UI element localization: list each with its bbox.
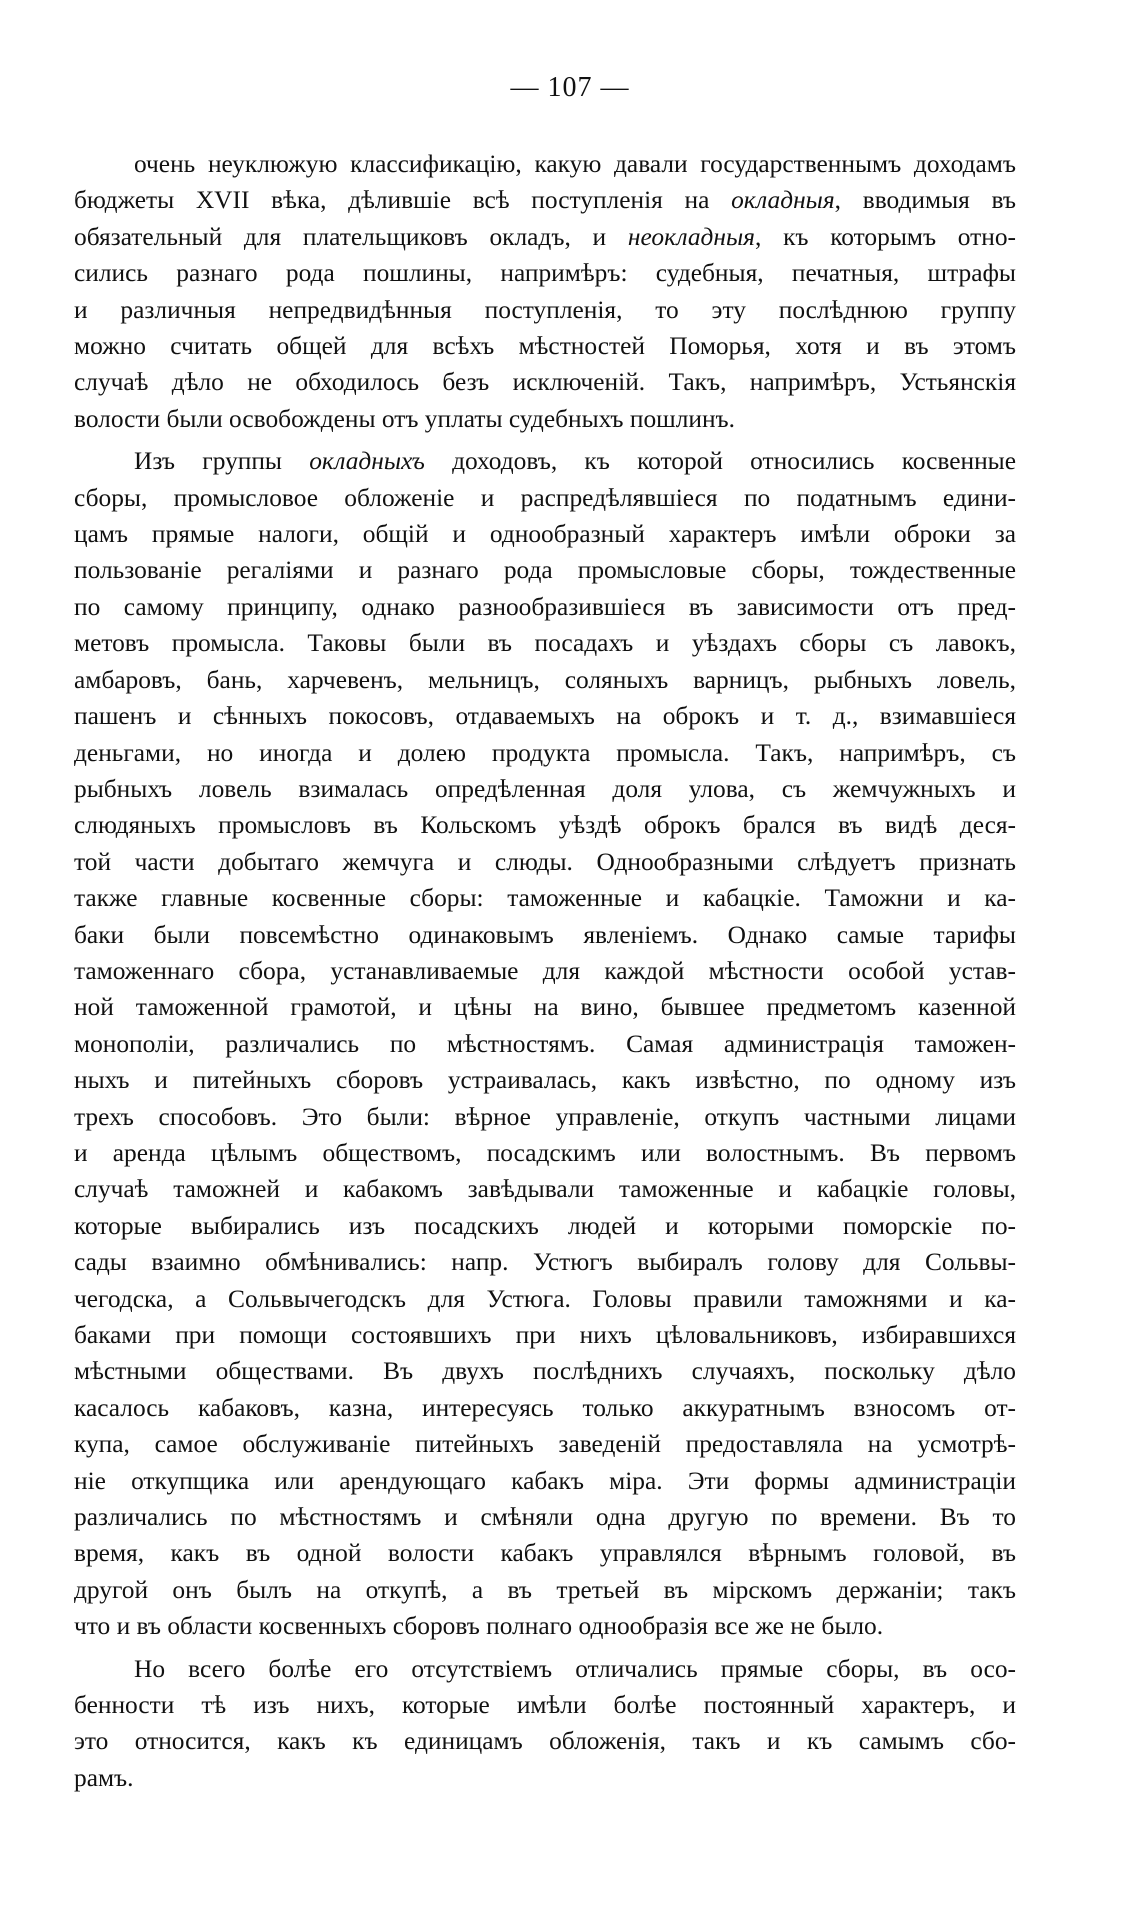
text-line: другой онъ былъ на откупѣ, а въ третьей въ мірскомъ держаніи; такъ [74,1575,1016,1604]
text-line: ныхъ и питейныхъ сборовъ устраивалась, какъ извѣстно, по одному изъ [74,1066,1016,1095]
text-line: амбаровъ, бань, харчевенъ, мельницъ, соляныхъ варницъ, рыбныхъ ловель, [74,665,1016,694]
text-line: время, какъ въ одной волости кабакъ управлялся вѣрнымъ головой, въ [74,1539,1016,1568]
text-line: слюдяныхъ промысловъ въ Кольскомъ уѣздѣ оброкъ брался въ видѣ деся- [74,811,1016,840]
text-line: сились разнаго рода пошлины, напримѣръ: судебныя, печатныя, штрафы [74,259,1016,288]
text-line: и аренда цѣлымъ обществомъ, посадскимъ или волостнымъ. Въ первомъ [74,1138,1016,1167]
text-line: обязательный для плательщиковъ окладъ, и неокладныя, къ которымъ отно- [74,222,1016,251]
body-text [74,146,1016,1802]
text-line: сборы, промысловое обложеніе и распредѣлявшіеся по податнымъ едини- [74,483,1016,512]
text-line: ной таможенной грамотой, и цѣны на вино, бывшее предметомъ казенной [74,993,1016,1022]
text-line: рамъ. [74,1763,134,1792]
text-line: бенности тѣ изъ нихъ, которые имѣли болѣе постоянный характеръ, и [74,1691,1016,1720]
text-line: Изъ группы окладныхъ доходовъ, къ которой относились косвенные [134,447,1017,476]
text-line: таможеннаго сбора, устанавливаемые для каждой мѣстности особой устав- [74,956,1016,985]
text-line: деньгами, но иногда и долею продукта промысла. Такъ, напримѣръ, съ [74,738,1016,767]
text-line: рыбныхъ ловель взималась опредѣленная доля улова, съ жемчужныхъ и [74,774,1016,803]
paragraph-2 [74,443,1016,1644]
text-line: различались по мѣстностямъ и смѣняли одна другую по времени. Въ то [74,1503,1016,1532]
text-line: Но всего болѣе его отсутствіемъ отличались прямые сборы, въ осо- [134,1654,1016,1683]
text-line: мѣстными обществами. Въ двухъ послѣднихъ случаяхъ, поскольку дѣло [74,1357,1016,1386]
text-line: что и въ области косвенныхъ сборовъ полнаго однообразія все же не было. [74,1612,884,1641]
text-line: пашенъ и сѣнныхъ покосовъ, отдаваемыхъ на оброкъ и т. д., взимавшіеся [74,702,1016,731]
text-line: которые выбирались изъ посадскихъ людей и которыми поморскіе по- [74,1211,1016,1240]
text-line: также главные косвенные сборы: таможенные и кабацкіе. Таможни и ка- [74,884,1016,913]
text-line: метовъ промысла. Таковы были въ посадахъ и уѣздахъ сборы съ лавокъ, [74,629,1016,658]
text-line: баками при помощи состоявшихъ при нихъ цѣловальниковъ, избиравшихся [74,1321,1016,1349]
text-line: сады взаимно обмѣнивались: напр. Устюгъ выбиралъ голову для Сольвы- [74,1248,1016,1277]
text-line: бюджеты XVII вѣка, дѣлившіе всѣ поступленія на окладныя, вводимыя въ [74,186,1016,215]
page-number: — 107 — [510,72,630,103]
text-line: касалось кабаковъ, казна, интересуясь только аккуратнымъ взносомъ от- [74,1393,1016,1422]
text-line: очень неуклюжую классификацію, какую давали государственнымъ доходамъ [134,150,1016,178]
text-line: случаѣ таможней и кабакомъ завѣдывали таможенные и кабацкіе головы, [74,1175,1016,1204]
text-line: это относится, какъ къ единицамъ обложенія, такъ и къ самымъ сбо- [74,1727,1016,1756]
text-line: цамъ прямые налоги, общій и однообразный характеръ имѣли оброки за [74,520,1016,549]
text-line: ніе откупщика или арендующаго кабакъ міра. Эти формы администраціи [74,1466,1016,1495]
text-line: монополіи, различались по мѣстностямъ. Самая администрація таможен- [74,1029,1016,1058]
text-line: той части добытаго жемчуга и слюды. Однообразными слѣдуетъ признать [74,847,1016,876]
paragraph-1 [74,146,1016,437]
text-line: купа, самое обслуживаніе питейныхъ заведеній предоставляла на усмотрѣ- [74,1430,1016,1459]
text-line: можно считать общей для всѣхъ мѣстностей Поморья, хотя и въ этомъ [74,332,1016,361]
text-line: баки были повсемѣстно одинаковымъ явленіемъ. Однако самые тарифы [74,920,1016,949]
text-line: чегодска, а Сольвычегодскъ для Устюга. Головы правили таможнями и ка- [74,1284,1016,1313]
text-line: случаѣ дѣло не обходилось безъ исключеній. Такъ, напримѣръ, Устьянскія [74,368,1016,397]
text-line: волости были освобождены отъ уплаты судебныхъ пошлинъ. [74,404,736,433]
text-line: по самому принципу, однако разнообразившіеся въ зависимости отъ пред- [74,592,1016,621]
text-line: и различныя непредвидѣнныя поступленія, то эту послѣднюю группу [74,295,1016,324]
text-line: трехъ способовъ. Это были: вѣрное управленіе, откупъ частными лицами [74,1102,1016,1131]
text-line: пользованіе регаліями и разнаго рода промысловые сборы, тождественные [74,556,1016,585]
paragraph-3 [74,1651,1016,1797]
